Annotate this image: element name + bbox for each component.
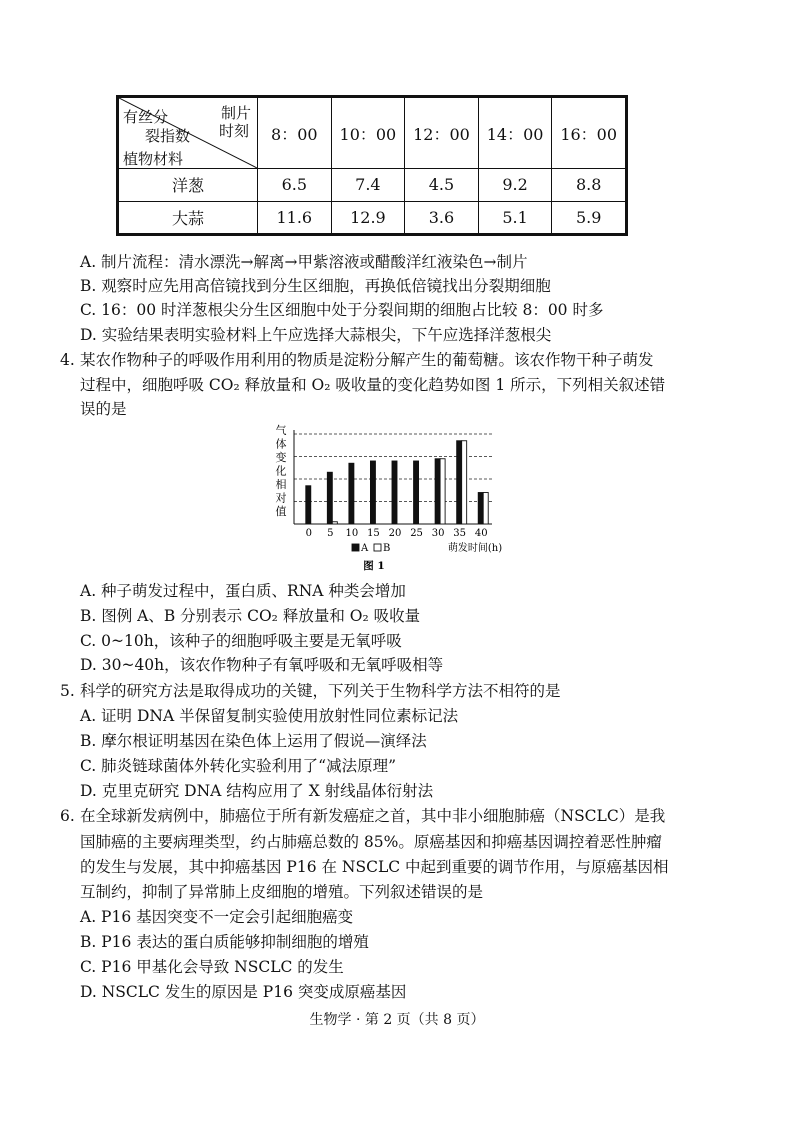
- q6-number: 6.: [60, 807, 75, 825]
- q5-stem: 科学的研究方法是取得成功的关键，下列关于生物科学方法不相符的是: [80, 682, 561, 700]
- q4-option-b: B. 图例 A、B 分别表示 CO₂ 释放量和 O₂ 吸收量: [80, 607, 421, 625]
- q6-stem-line-4: 互制约，抑制了异常肺上皮细胞的增殖。下列叙述错误的是: [80, 883, 484, 901]
- q3-option-a: A. 制片流程：清水漂洗→解离→甲紫溶液或醋酸洋红液染色→制片: [80, 253, 528, 271]
- table-cell: 4.5: [405, 169, 479, 202]
- header-index-label-2: 裂指数: [145, 127, 191, 145]
- q3-option-c: C. 16：00 时洋葱根尖分生区细胞中处于分裂间期的细胞占比较 8：00 时多: [80, 301, 604, 319]
- y-axis-label-char: 值: [275, 505, 287, 518]
- legend-label: A: [361, 543, 369, 554]
- table-header-time: 8：00: [258, 98, 332, 169]
- q6-stem-line-3: 的发生与发展，其中抑癌基因 P16 在 NSCLC 中起到重要的调节作用，与原癌基因相: [80, 858, 669, 876]
- x-tick-label: 35: [453, 528, 467, 539]
- q4-number: 4.: [60, 351, 75, 369]
- q5-option-c: C. 肺炎链球菌体外转化实验利用了“减法原理”: [80, 757, 397, 775]
- header-index-label-1: 有丝分: [123, 108, 169, 126]
- q4-option-d: D. 30~40h，该农作物种子有氧呼吸和无氧呼吸相等: [80, 656, 444, 674]
- legend-swatch-b: [374, 544, 381, 551]
- x-tick-label: 10: [345, 528, 359, 539]
- header-time-label-2: 时刻: [219, 122, 250, 140]
- bar-b: [462, 441, 467, 524]
- q4-stem-line-1: 某农作物种子的呼吸作用利用的物质是淀粉分解产生的葡萄糖。该农作物干种子萌发: [80, 351, 654, 369]
- y-axis-label-char: 气: [275, 424, 287, 437]
- table-cell-material: 洋葱: [119, 169, 258, 202]
- x-tick-label: 5: [327, 528, 334, 539]
- table-header-time: 12：00: [405, 98, 479, 169]
- q6-stem-line-1: 在全球新发病例中，肺癌位于所有新发癌症之首，其中非小细胞肺癌（NSCLC）是我: [80, 807, 666, 825]
- legend-swatch-a: [352, 544, 359, 551]
- y-axis-label-char: 化: [275, 464, 287, 478]
- q4-option-c: C. 0~10h，该种子的细胞呼吸主要是无氧呼吸: [80, 632, 402, 650]
- q5-option-b: B. 摩尔根证明基因在染色体上运用了假说—演绎法: [80, 732, 427, 750]
- table-cell: 8.8: [552, 169, 626, 202]
- table-cell: 7.4: [331, 169, 405, 202]
- bar-a: [349, 463, 354, 524]
- bar-a: [370, 461, 375, 524]
- q5-option-a: A. 证明 DNA 半保留复制实验使用放射性同位素标记法: [80, 707, 459, 725]
- bar-a: [414, 461, 419, 524]
- table-cell-material: 大蒜: [119, 201, 258, 234]
- table-header-time: 16：00: [552, 98, 626, 169]
- table-header-time: 14：00: [478, 98, 552, 169]
- figure-1-chart: [270, 422, 510, 582]
- bar-a: [457, 441, 462, 524]
- header-time-label-1: 制片: [221, 104, 252, 122]
- x-tick-label: 25: [410, 528, 423, 539]
- bar-chart: [270, 422, 510, 582]
- mitotic-index-table: [116, 95, 628, 236]
- q4-option-a: A. 种子萌发过程中，蛋白质、RNA 种类会增加: [80, 582, 406, 600]
- x-tick-label: 30: [431, 528, 445, 539]
- table-cell: 6.5: [258, 169, 332, 202]
- q6-option-d: D. NSCLC 发生的原因是 P16 突变成原癌基因: [80, 983, 407, 1001]
- table-cell: 9.2: [478, 169, 552, 202]
- x-tick-label: 0: [305, 528, 312, 539]
- bar-a: [478, 493, 483, 525]
- q6-stem-line-2: 国肺癌的主要病理类型，约占肺癌总数的 85%。原癌基因和抑癌基因调控着恶性肿瘤: [80, 833, 662, 851]
- table-cell: 12.9: [331, 201, 405, 234]
- y-axis-label-char: 对: [275, 491, 287, 505]
- q6-option-c: C. P16 甲基化会导致 NSCLC 的发生: [80, 958, 344, 976]
- q5-number: 5.: [60, 682, 75, 700]
- table-cell: 11.6: [258, 201, 332, 234]
- y-axis-label-char: 相: [275, 478, 287, 491]
- table-row: [119, 169, 626, 202]
- q4-stem-line-2: 过程中，细胞呼吸 CO₂ 释放量和 O₂ 吸收量的变化趋势如图 1 所示，下列相关叙述错: [80, 376, 666, 394]
- q6-option-a: A. P16 基因突变不一定会引起细胞癌变: [80, 908, 354, 926]
- x-tick-label: 15: [367, 528, 380, 539]
- table-header-time: 10：00: [331, 98, 405, 169]
- q3-option-b: B. 观察时应先用高倍镜找到分生区细胞，再换低倍镜找出分裂期细胞: [80, 277, 551, 295]
- y-axis-label-char: 体: [275, 437, 287, 451]
- table-cell: 5.9: [552, 201, 626, 234]
- bar-b: [483, 493, 488, 525]
- bar-a: [306, 486, 311, 524]
- x-tick-label: 40: [474, 528, 488, 539]
- q6-option-b: B. P16 表达的蛋白质能够抑制细胞的增殖: [80, 933, 369, 951]
- bar-b: [332, 522, 337, 524]
- q4-stem-line-3: 误的是: [80, 400, 127, 418]
- table-row: [119, 201, 626, 234]
- q5-option-d: D. 克里克研究 DNA 结构应用了 X 射线晶体衍射法: [80, 782, 434, 800]
- page-footer: 生物学 · 第 2 页（共 8 页）: [309, 1012, 485, 1028]
- bar-a: [327, 472, 332, 524]
- header-material-label: 植物材料: [123, 150, 184, 168]
- table-diagonal-header: [119, 98, 258, 169]
- figure-caption: 图 1: [363, 560, 385, 572]
- bar-a: [392, 461, 397, 524]
- q3-option-d: D. 实验结果表明实验材料上午应选择大蒜根尖，下午应选择洋葱根尖: [80, 326, 552, 344]
- x-tick-label: 20: [388, 528, 402, 539]
- y-axis-label-char: 变: [275, 451, 287, 464]
- table-cell: 3.6: [405, 201, 479, 234]
- bar-a: [435, 459, 440, 524]
- x-axis-label: 萌发时间(h): [447, 543, 503, 554]
- table-cell: 5.1: [478, 201, 552, 234]
- bar-b: [440, 459, 445, 524]
- legend-label: B: [383, 543, 391, 554]
